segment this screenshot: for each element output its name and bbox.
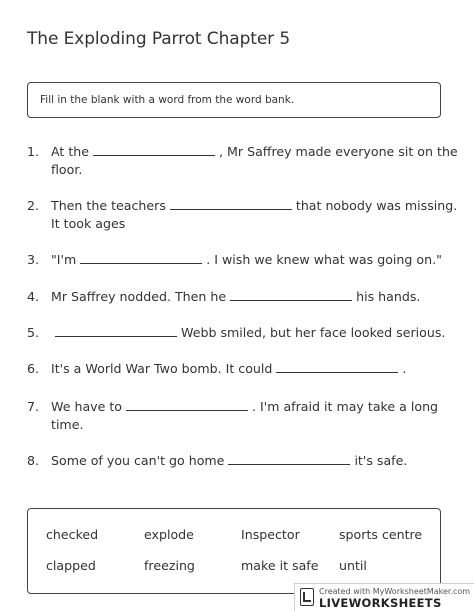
answer-blank-8[interactable] <box>228 452 350 465</box>
answer-blank-7[interactable] <box>126 398 248 411</box>
question-text-after: . I wish we knew what was going on." <box>206 252 442 267</box>
answer-blank-6[interactable] <box>276 360 398 373</box>
question-number: 2. <box>27 198 40 213</box>
question-text-before: At the <box>51 144 90 159</box>
question-text-line2: It took ages <box>51 216 126 231</box>
liveworksheets-brand: LIVEWORKSHEETS <box>319 596 442 610</box>
question-text-before: It's a World War Two bomb. It could <box>51 361 273 376</box>
question-text-after: Webb smiled, but her face looked serious. <box>181 325 446 340</box>
instructions-text: Fill in the blank with a word from the word bank. <box>40 94 295 106</box>
answer-blank-3[interactable] <box>80 251 202 264</box>
created-with-text: Created with MyWorksheetMaker.com <box>319 587 471 596</box>
liveworksheets-footer[interactable] <box>294 583 474 611</box>
word-bank <box>27 508 441 594</box>
word-bank-item: clapped <box>46 558 96 573</box>
question-text-after: . I'm afraid it may take a long <box>252 399 439 414</box>
question-text-line2: floor. <box>51 162 83 177</box>
question-text-before: We have to <box>51 399 123 414</box>
word-bank-item: explode <box>144 527 194 542</box>
question-number: 5. <box>27 325 40 340</box>
word-bank-item: checked <box>46 527 99 542</box>
question-text-after: that nobody was missing. <box>295 198 458 213</box>
word-bank-item: until <box>339 558 367 573</box>
question-text-line2: time. <box>51 417 84 432</box>
liveworksheets-logo-icon <box>300 588 314 606</box>
question-text-before: Mr Saffrey nodded. Then he <box>51 289 227 304</box>
question-text-before: Some of you can't go home <box>51 453 225 468</box>
word-bank-item: sports centre <box>339 527 423 542</box>
question-number: 1. <box>27 144 40 159</box>
question-text-after: his hands. <box>356 289 421 304</box>
word-bank-item: freezing <box>144 558 195 573</box>
question-text-after: , Mr Saffrey made everyone sit on the <box>219 144 458 159</box>
question-number: 6. <box>27 361 40 376</box>
answer-blank-5[interactable] <box>55 324 177 337</box>
question-text-after: it's safe. <box>354 453 408 468</box>
question-number: 8. <box>27 453 40 468</box>
question-number: 4. <box>27 289 40 304</box>
word-bank-item: Inspector <box>241 527 300 542</box>
answer-blank-2[interactable] <box>170 197 292 210</box>
answer-blank-4[interactable] <box>230 288 352 301</box>
question-text-before: "I'm <box>51 252 77 267</box>
instructions-box <box>27 82 441 118</box>
question-number: 7. <box>27 399 40 414</box>
question-text-after: . <box>402 361 407 376</box>
question-number: 3. <box>27 252 40 267</box>
answer-blank-1[interactable] <box>93 143 215 156</box>
word-bank-item: make it safe <box>241 558 319 573</box>
page-title: The Exploding Parrot Chapter 5 <box>27 29 291 49</box>
question-text-before: Then the teachers <box>51 198 166 213</box>
